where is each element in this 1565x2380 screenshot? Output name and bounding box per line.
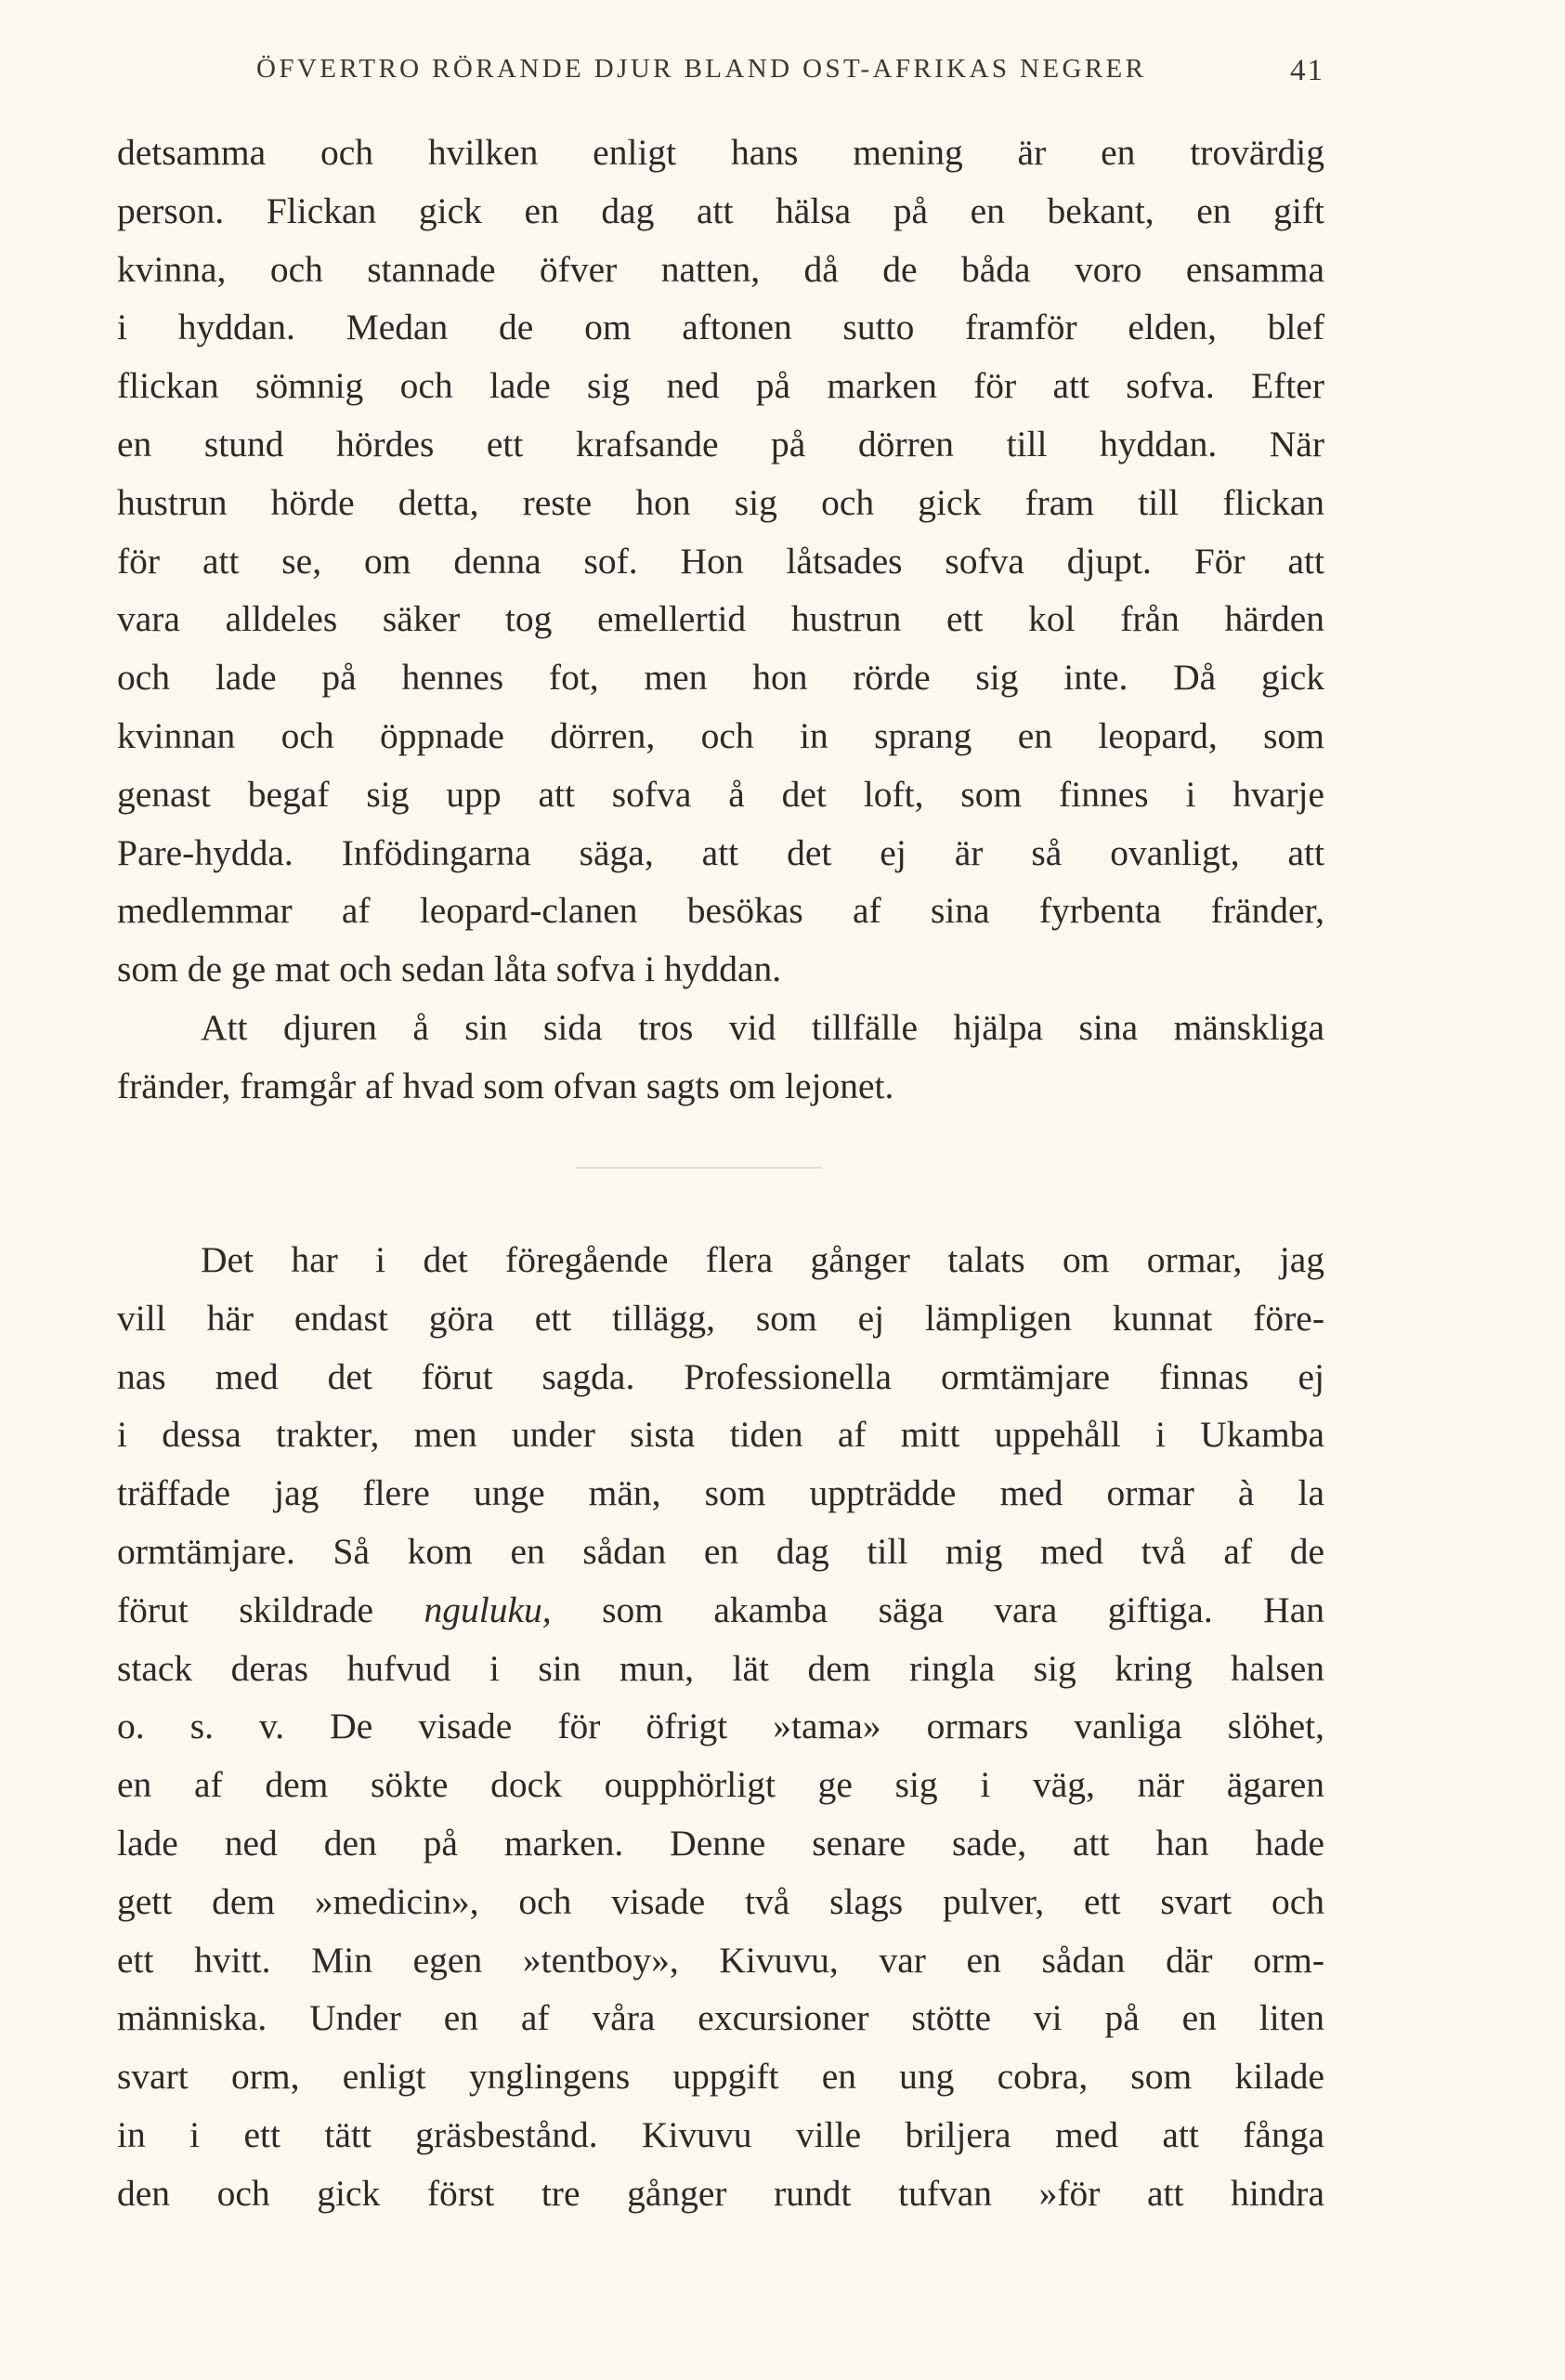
text-line: träffade jag flere unge män, som uppträdde med ormar à la	[117, 1472, 1324, 1514]
text-line: ormtämjare. Så kom en sådan en dag till mig med två af de	[117, 1530, 1324, 1572]
italic-term: nguluku,	[424, 1589, 552, 1630]
section-one	[117, 124, 1324, 1116]
text-line: svart orm, enligt ynglingens uppgift en ung cobra, som kilade	[117, 2056, 1324, 2098]
text-line: in i ett tätt gräsbestånd. Kivuvu ville briljera med att fånga	[117, 2113, 1324, 2155]
text-line: vill här endast göra ett tillägg, som ej lämpligen kunnat före-	[117, 1297, 1324, 1339]
text-line: den och gick först tre gånger rundt tufvan »för att hindra	[117, 2172, 1324, 2214]
text-line: i hyddan. Medan de om aftonen sutto framför elden, blef	[117, 307, 1324, 348]
text-line: kvinnan och öppnade dörren, och in sprang en leopard, som	[117, 714, 1324, 756]
running-title: ÖFVERTRO RÖRANDE DJUR BLAND OST-AFRIKAS NEGRER	[256, 54, 1147, 84]
text-line: fränder, framgår af hvad som ofvan sagts om lejonet.	[117, 1065, 894, 1106]
text-line: en stund hördes ett krafsande på dörren till hyddan. När	[117, 423, 1324, 464]
running-head	[117, 46, 1324, 93]
paragraph-first-line: Att djuren å sin sida tros vid tillfälle hjälpa sina mänskliga	[201, 1006, 1324, 1048]
text-line: medlemmar af leopard-clanen besökas af sina fyrbenta fränder,	[117, 890, 1324, 932]
text-line: människa. Under en af våra excursioner stötte vi på en liten	[117, 1997, 1324, 2039]
text-line: som de ge mat och sedan låta sofva i hyddan.	[117, 948, 782, 990]
text-line: kvinna, och stannade öfver natten, då de båda voro ensamma	[117, 248, 1324, 290]
line-segment: som akamba säga vara giftiga. Han	[551, 1589, 1324, 1630]
text-line: detsamma och hvilken enligt hans mening är en trovärdig	[117, 132, 1324, 173]
section-two	[117, 1231, 1324, 2223]
text-line: Pare-hydda. Infödingarna säga, att det ej är så ovanligt, att	[117, 831, 1324, 873]
text-line: nas med det förut sagda. Professionella ormtämjare finnas ej	[117, 1355, 1324, 1397]
text-line: i dessa trakter, men under sista tiden af mitt uppehåll i Ukamba	[117, 1414, 1324, 1456]
text-line: genast begaf sig upp att sofva å det loft, som finnes i hvarje	[117, 773, 1324, 815]
text-line: o. s. v. De visade för öfrigt »tama» ormars vanliga slöhet,	[117, 1706, 1324, 1747]
text-line-with-italic	[117, 1581, 1324, 1640]
paragraph-first-line: Det har i det föregående flera gånger talats om ormar, jag	[201, 1239, 1324, 1280]
text-line: gett dem »medicin», och visade två slags pulver, ett svart och	[117, 1880, 1324, 1922]
text-line: en af dem sökte dock oupphörligt ge sig i väg, när ägaren	[117, 1764, 1324, 1806]
text-line: person. Flickan gick en dag att hälsa på en bekant, en gift	[117, 190, 1324, 231]
text-line: och lade på hennes fot, men hon rörde sig inte. Då gick	[117, 657, 1324, 699]
text-line: ett hvitt. Min egen »tentboy», Kivuvu, var en sådan där orm-	[117, 1939, 1324, 1981]
text-line: lade ned den på marken. Denne senare sade, att han hade	[117, 1822, 1324, 1863]
text-line: för att se, om denna sof. Hon låtsades sofva djupt. För att	[117, 540, 1324, 582]
section-divider	[576, 1167, 822, 1169]
line-segment: förut skildrade	[117, 1589, 424, 1630]
text-line: hustrun hörde detta, reste hon sig och gick fram till flickan	[117, 481, 1324, 523]
page-number: 41	[1290, 54, 1324, 87]
text-line: stack deras hufvud i sin mun, lät dem ringla sig kring halsen	[117, 1647, 1324, 1689]
text-line: vara alldeles säker tog emellertid hustrun ett kol från härden	[117, 598, 1324, 640]
text-line: flickan sömnig och lade sig ned på marken för att sofva. Efter	[117, 365, 1324, 407]
